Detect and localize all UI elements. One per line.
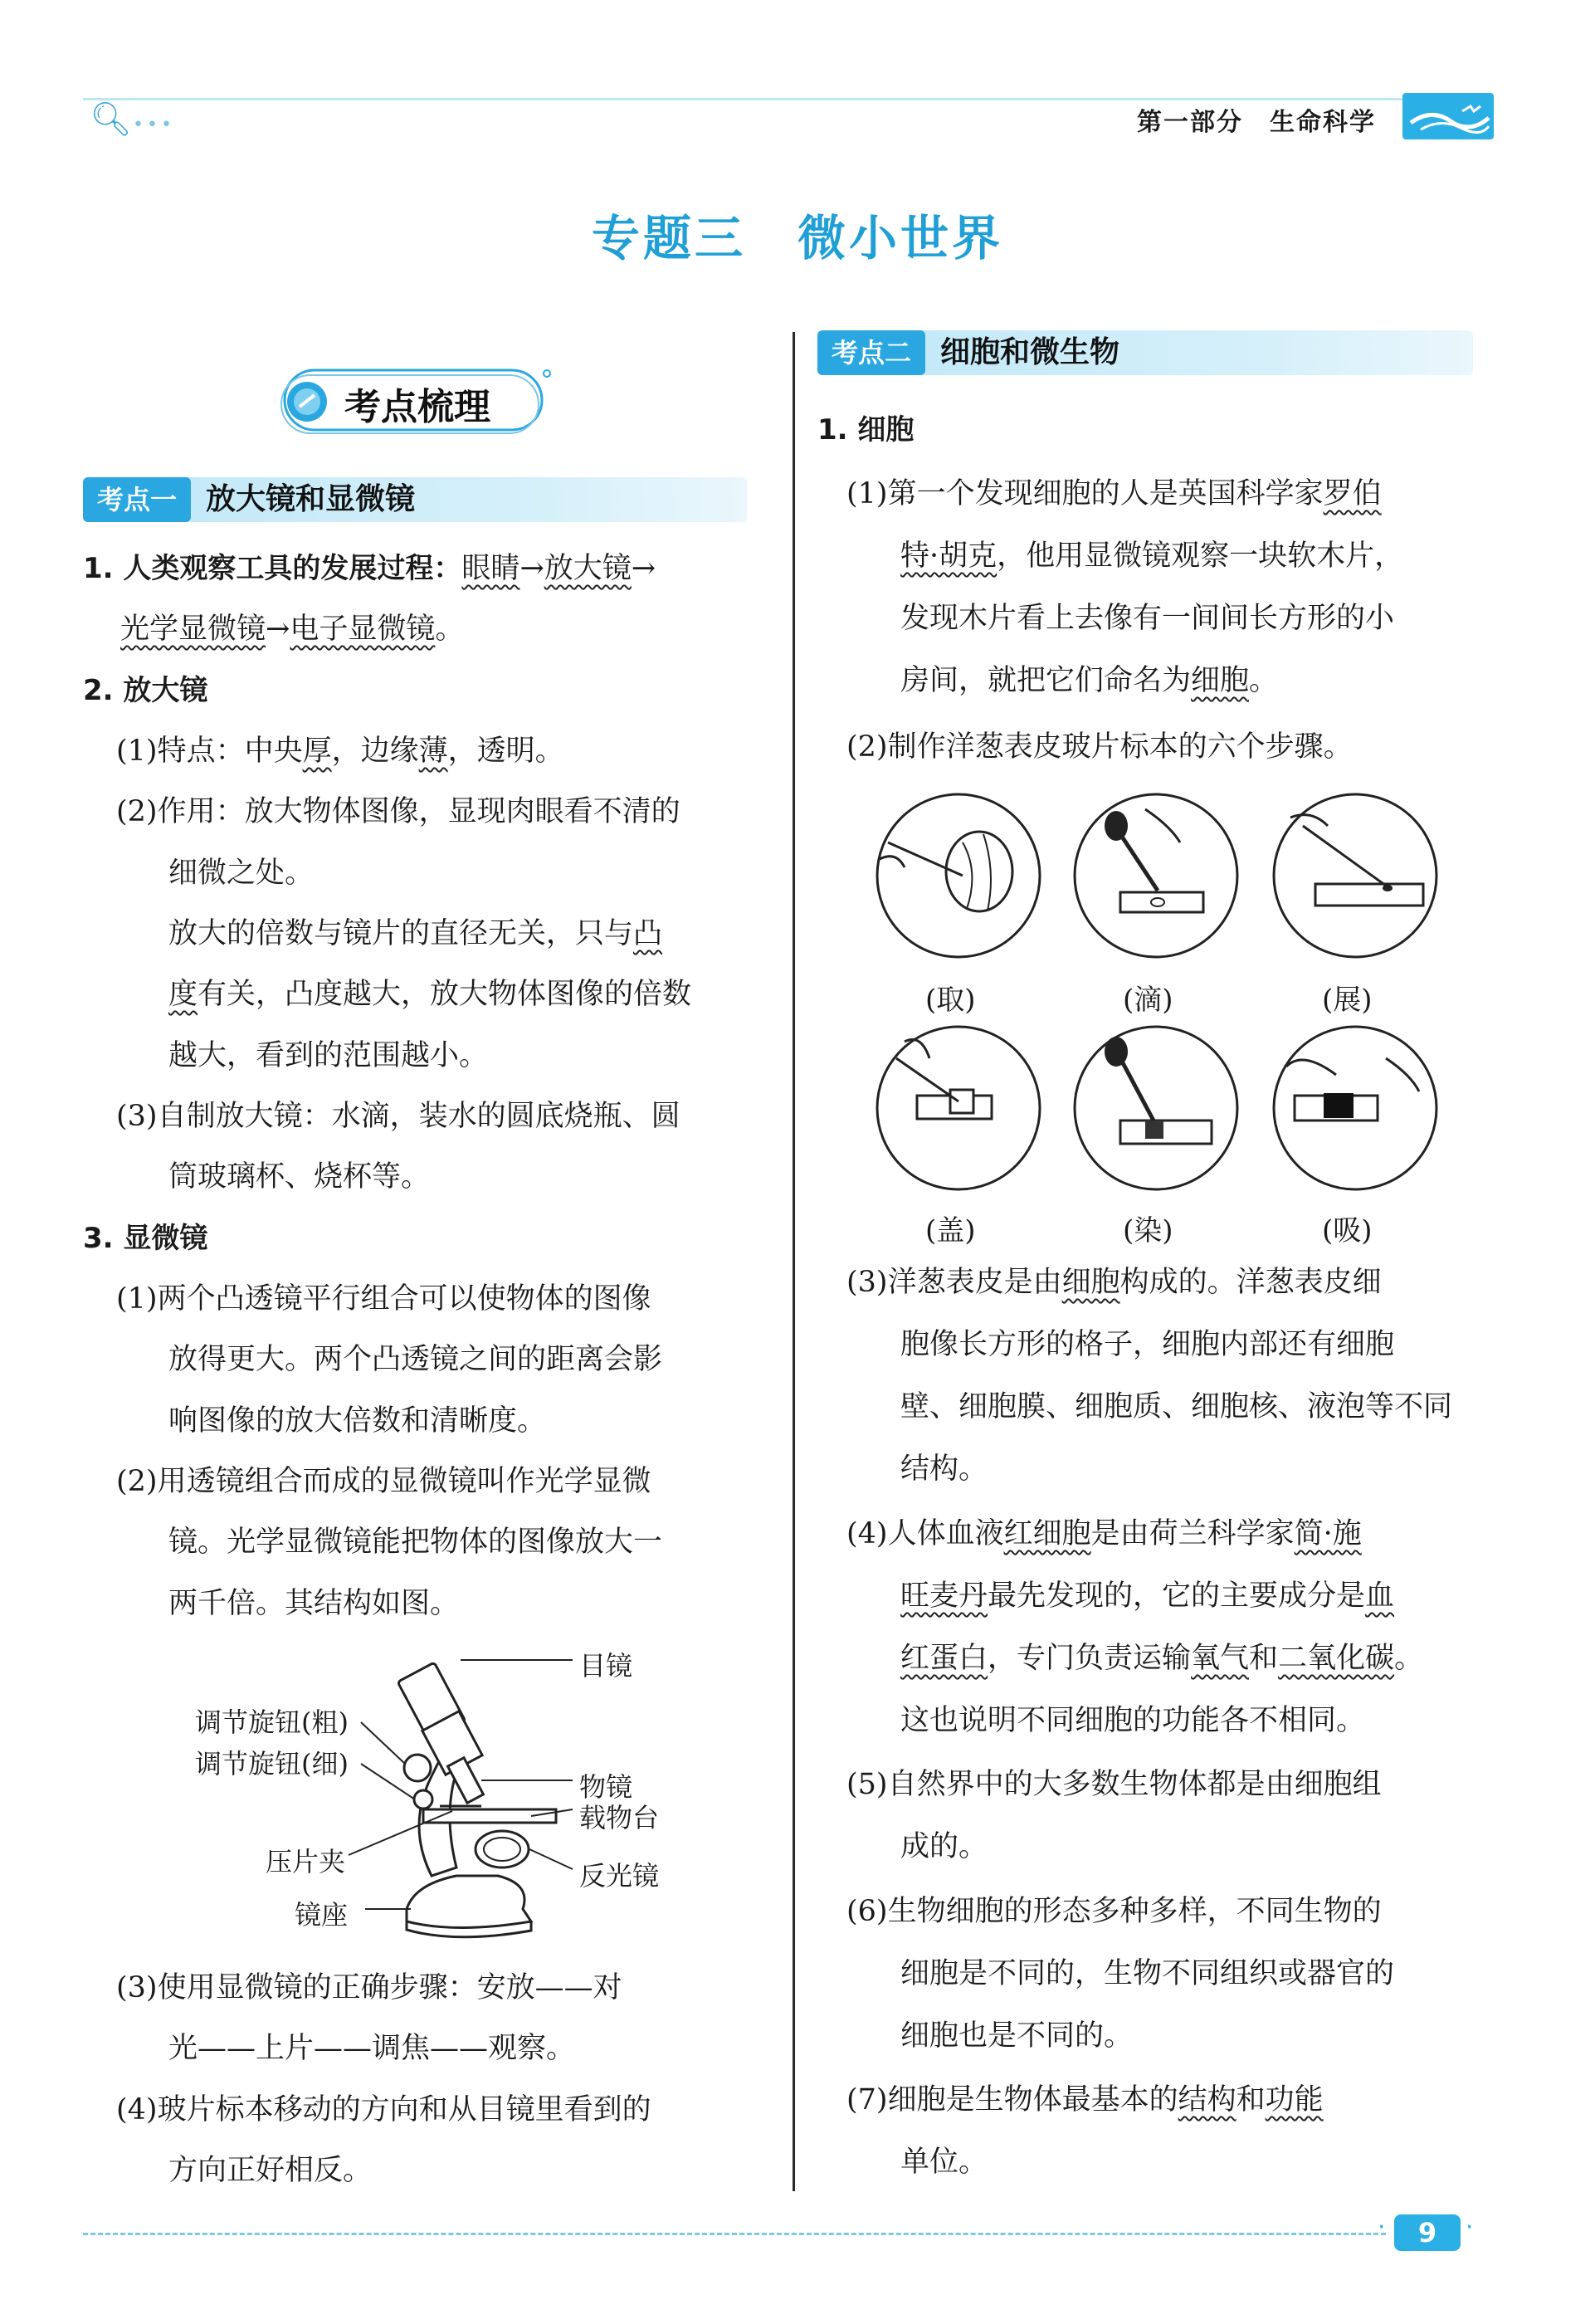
r-p6-l1: (6)生物细胞的形态多种多样，不同生物的 bbox=[846, 1895, 1382, 1928]
label-eyepiece: 目镜 bbox=[579, 1650, 633, 1682]
r-p1-l1: (1)第一个发现细胞的人是英国科学家罗伯 bbox=[846, 477, 1382, 510]
r-p4-l3: 红蛋白，专门负责运输氧气和二氧化碳。 bbox=[900, 1642, 1424, 1675]
s1-term: 放大镜 bbox=[544, 552, 632, 585]
s2-p3-l2: 筒玻璃杯、烧杯等。 bbox=[168, 1160, 431, 1194]
r-p2: (2)制作洋葱表皮玻片标本的六个步骤。 bbox=[846, 730, 1353, 764]
label-stage: 载物台 bbox=[579, 1802, 660, 1833]
s2-p2-l2: 细微之处。 bbox=[168, 857, 315, 890]
r-p3-l3: 壁、细胞膜、细胞质、细胞核、液泡等不同 bbox=[900, 1390, 1453, 1423]
s2-p2-l5: 越大，看到的范围越小。 bbox=[168, 1039, 489, 1072]
kaodian-2-label: 细胞和微生物 bbox=[940, 335, 1120, 369]
s1-heading: 1. 人类观察工具的发展过程： bbox=[83, 552, 462, 585]
step-caption: (盖) bbox=[925, 1214, 976, 1247]
header-rule bbox=[83, 98, 1485, 100]
wave-logo-icon bbox=[1402, 93, 1494, 139]
s1-term: 电子显微镜 bbox=[290, 613, 436, 646]
page-dot-icon: · bbox=[1466, 2213, 1474, 2242]
label-coarse-knob: 调节旋钮(粗) bbox=[195, 1706, 349, 1738]
label-mirror: 反光镜 bbox=[579, 1860, 660, 1892]
column-divider bbox=[793, 332, 795, 2191]
s3-p1-l3: 响图像的放大倍数和清晰度。 bbox=[168, 1404, 547, 1438]
microscope-icon bbox=[183, 1635, 714, 1950]
s1-term: 光学显微镜 bbox=[120, 613, 266, 646]
step-caption: (展) bbox=[1322, 984, 1373, 1017]
r-p7-l2: 单位。 bbox=[900, 2146, 988, 2179]
s3-p2-l2: 镜。光学显微镜能把物体的图像放大一 bbox=[168, 1526, 663, 1559]
s3-p2-l1: (2)用透镜组合而成的显微镜叫作光学显微 bbox=[116, 1465, 651, 1498]
r-p5-l1: (5)自然界中的大多数生物体都是由细胞组 bbox=[846, 1768, 1382, 1801]
step-caption: (滴) bbox=[1123, 984, 1173, 1017]
kaodian-1-bar bbox=[83, 477, 747, 522]
s3-heading: 3. 显微镜 bbox=[83, 1222, 208, 1255]
label-fine-knob: 调节旋钮(细) bbox=[195, 1748, 349, 1780]
r-p1-l4: 房间，就把它们命名为细胞。 bbox=[900, 664, 1279, 697]
step-caption: (染) bbox=[1123, 1214, 1173, 1247]
s3-p1-l1: (1)两个凸透镜平行组合可以使物体的图像 bbox=[116, 1282, 651, 1316]
s2-heading: 2. 放大镜 bbox=[83, 674, 208, 707]
microscope-diagram bbox=[183, 1635, 714, 1950]
r-p1-l2: 特·胡克，他用显微镜观察一块软木片， bbox=[900, 540, 1404, 573]
s3-p4-l1: (4)玻片标本移动的方向和从目镜里看到的 bbox=[116, 2093, 651, 2126]
r-p7-l1: (7)细胞是生物体最基本的结构和功能 bbox=[846, 2083, 1324, 2116]
s1-term: 眼睛 bbox=[461, 552, 520, 585]
dots-icon: ••• bbox=[133, 115, 175, 135]
s3-p1-l2: 放得更大。两个凸透镜之间的距离会影 bbox=[168, 1343, 663, 1376]
r-p4-l2: 旺麦丹最先发现的，它的主要成分是血 bbox=[900, 1579, 1395, 1613]
kaodian-2-bar bbox=[817, 330, 1473, 375]
r-p6-l2: 细胞是不同的，生物不同组织或器官的 bbox=[900, 1957, 1395, 1990]
search-icon: 🔍︎ bbox=[90, 100, 132, 139]
r-p6-l3: 细胞也是不同的。 bbox=[900, 2019, 1134, 2053]
onion-slide-steps bbox=[871, 793, 1469, 1257]
step-caption: (吸) bbox=[1322, 1214, 1373, 1247]
kaodian-1-label: 放大镜和显微镜 bbox=[206, 482, 416, 516]
label-base: 镜座 bbox=[295, 1899, 349, 1931]
s2-p2-l3: 放大的倍数与镜片的直径无关，只与凸 bbox=[168, 917, 663, 950]
kaodian-1-tag: 考点一 bbox=[83, 477, 191, 522]
s2-p1: (1)特点：中央厚，边缘薄，透明。 bbox=[116, 735, 564, 768]
label-objective: 物镜 bbox=[579, 1771, 633, 1803]
footer-rule bbox=[83, 2233, 1386, 2235]
s2-p2-l4: 度有关，凸度越大，放大物体图像的倍数 bbox=[168, 978, 692, 1011]
r-p5-l2: 成的。 bbox=[900, 1830, 988, 1863]
r-p3-l4: 结构。 bbox=[900, 1452, 988, 1486]
page-title: 专题三 微小世界 bbox=[591, 210, 1003, 266]
s3-p4-l2: 方向正好相反。 bbox=[168, 2154, 373, 2187]
header-part-label: 第一部分 生命科学 bbox=[1137, 108, 1376, 137]
s3-p3-l1: (3)使用显微镜的正确步骤：安放——对 bbox=[116, 1971, 622, 2004]
kaodian-2-tag: 考点二 bbox=[817, 330, 925, 375]
s1-line2: 光学显微镜→电子显微镜。 bbox=[120, 613, 465, 646]
section-badge bbox=[270, 365, 552, 436]
r-p4-l4: 这也说明不同细胞的功能各不相同。 bbox=[900, 1704, 1366, 1737]
label-clip: 压片夹 bbox=[266, 1846, 346, 1877]
s3-p2-l3: 两千倍。其结构如图。 bbox=[168, 1587, 460, 1620]
s1-line1: 1. 人类观察工具的发展过程：眼睛→放大镜→ bbox=[83, 552, 656, 585]
r-p4-l1: (4)人体血液红细胞是由荷兰科学家简·施 bbox=[846, 1517, 1362, 1550]
s3-p3-l2: 光——上片——调焦——观察。 bbox=[168, 2032, 576, 2065]
r-p3-l2: 胞像长方形的格子，细胞内部还有细胞 bbox=[900, 1328, 1395, 1361]
page-dot-icon: · bbox=[1378, 2213, 1386, 2242]
page-number: 9 bbox=[1394, 2214, 1461, 2251]
r-p3-l1: (3)洋葱表皮是由细胞构成的。洋葱表皮细 bbox=[846, 1266, 1382, 1299]
c1-heading: 1. 细胞 bbox=[817, 413, 915, 447]
s2-p2-l1: (2)作用：放大物体图像，显现肉眼看不清的 bbox=[116, 795, 680, 828]
r-p1-l3: 发现木片看上去像有一间间长方形的小 bbox=[900, 602, 1395, 635]
section-title: 考点梳理 bbox=[344, 386, 490, 428]
s2-p3-l1: (3)自制放大镜：水滴，装水的圆底烧瓶、圆 bbox=[116, 1100, 680, 1133]
step-caption: (取) bbox=[925, 984, 976, 1017]
